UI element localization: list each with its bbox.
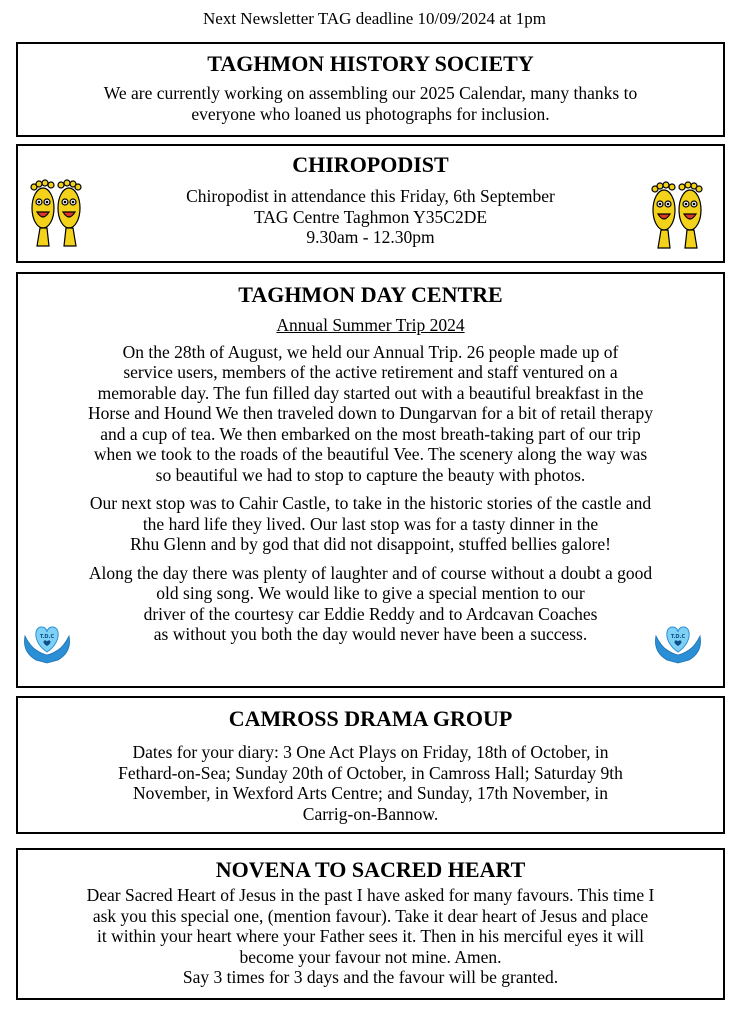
paragraph-line: when we took to the roads of the beautiful Vee. The scenery along the way was xyxy=(93,444,648,464)
paragraph-line: as without you both the day would never have been a success. xyxy=(153,624,588,644)
novena-line: Say 3 times for 3 days and the favour will be granted. xyxy=(182,967,559,987)
cartoon-feet-icon xyxy=(649,180,705,252)
cartoon-feet-icon xyxy=(28,178,84,250)
drama-line: Fethard-on-Sea; Sunday 20th of October, in Camross Hall; Saturday 9th xyxy=(118,762,623,783)
logo-text: T.D.C xyxy=(39,634,55,640)
chiropodist-line: Chiropodist in attendance this Friday, 6th September xyxy=(186,186,555,206)
chiropodist-title: CHIROPODIST xyxy=(292,152,449,177)
drama-group-text xyxy=(18,742,723,824)
chiropodist-text xyxy=(18,186,723,248)
chiropodist-line: TAG Centre Taghmon Y35C2DE xyxy=(253,206,488,227)
drama-line: Carrig-on-Bannow. xyxy=(302,803,439,824)
drama-group-title: CAMROSS DRAMA GROUP xyxy=(228,706,513,731)
paragraph-line: so beautiful we had to stop to capture the beauty with photos. xyxy=(155,464,586,485)
history-society-title: TAGHMON HISTORY SOCIETY xyxy=(207,51,534,76)
novena-text xyxy=(18,885,723,988)
history-line: everyone who loaned us photographs for inclusion. xyxy=(191,103,550,124)
drama-line: November, in Wexford Arts Centre; and Sunday, 17th November, in xyxy=(133,783,608,803)
drama-group-section xyxy=(16,696,725,834)
day-centre-paragraph xyxy=(18,493,723,555)
novena-line: ask you this special one, (mention favour). Take it dear heart of Jesus and place xyxy=(92,905,649,926)
paragraph-line: the hard life they lived. Our last stop was for a tasty dinner in the xyxy=(142,513,599,534)
paragraph-line: On the 28th of August, we held our Annual Trip. 26 people made up of xyxy=(122,341,619,362)
chiropodist-line: 9.30am - 12.30pm xyxy=(306,227,435,247)
newsletter-deadline: Next Newsletter TAG deadline 10/09/2024 at 1pm xyxy=(203,9,546,28)
day-centre-section xyxy=(16,272,725,688)
day-centre-paragraph xyxy=(18,342,723,486)
novena-section xyxy=(16,848,725,1000)
paragraph-line: memorable day. The fun filled day started out with a beautiful breakfast in the xyxy=(97,382,644,403)
drama-line: Dates for your diary: 3 One Act Plays on Friday, 18th of October, in xyxy=(132,742,609,762)
chiropodist-section xyxy=(16,144,725,263)
hands-heart-logo-icon xyxy=(653,622,703,664)
hands-heart-logo-icon xyxy=(22,622,72,664)
paragraph-line: Rhu Glenn and by god that did not disappoint, stuffed bellies galore! xyxy=(130,534,611,554)
logo-text: T.D.C xyxy=(670,634,686,640)
history-society-section xyxy=(16,42,725,137)
paragraph-line: old sing song. We would like to give a special mention to our xyxy=(156,583,585,603)
novena-line: it within your heart where your Father sees it. Then in his merciful eyes it will xyxy=(97,926,644,946)
novena-line: Dear Sacred Heart of Jesus in the past I have asked for many favours. This time I xyxy=(86,885,655,905)
day-centre-title: TAGHMON DAY CENTRE xyxy=(238,282,503,307)
novena-line: become your favour not mine. Amen. xyxy=(239,946,502,967)
day-centre-paragraph xyxy=(18,563,723,645)
day-centre-subtitle: Annual Summer Trip 2024 xyxy=(276,315,465,335)
paragraph-line: Our next stop was to Cahir Castle, to take in the historic stories of the castle and xyxy=(89,493,652,513)
novena-title: NOVENA TO SACRED HEART xyxy=(215,857,526,882)
paragraph-line: driver of the courtesy car Eddie Reddy and to Ardcavan Coaches xyxy=(143,603,598,624)
history-society-text xyxy=(18,83,723,124)
paragraph-line: service users, members of the active retirement and staff ventured on a xyxy=(123,362,618,382)
paragraph-line: Horse and Hound We then traveled down to Dungarvan for a bit of retail therapy xyxy=(88,403,653,423)
history-line: We are currently working on assembling our 2025 Calendar, many thanks to xyxy=(103,83,638,103)
paragraph-line: and a cup of tea. We then embarked on the most breath-taking part of our trip xyxy=(100,423,641,444)
paragraph-line: Along the day there was plenty of laughter and of course without a doubt a good xyxy=(88,562,653,583)
